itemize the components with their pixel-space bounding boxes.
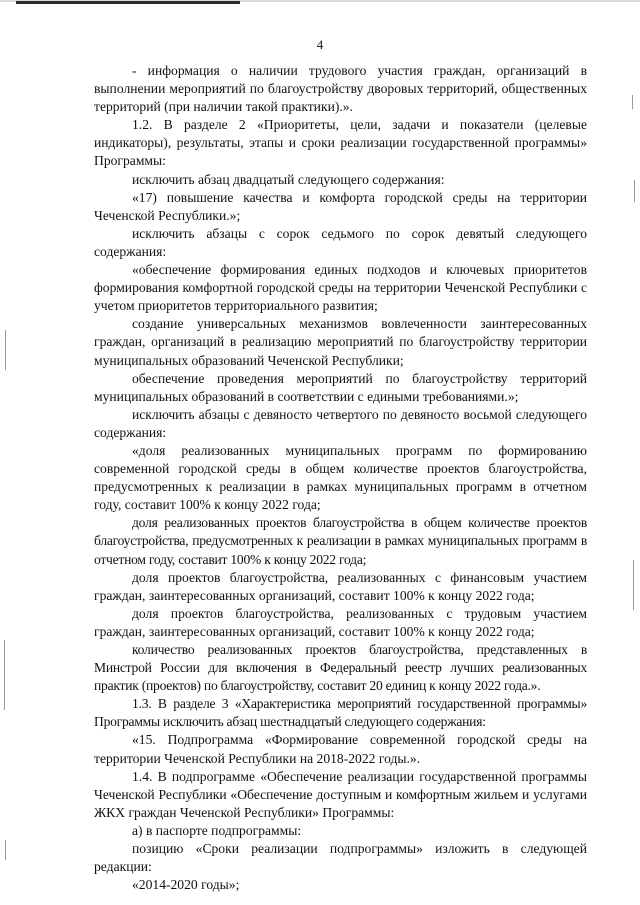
paragraph: а) в паспорте подпрограммы: [132,822,302,838]
paragraph: доля реализованных проектов благоустройства в общем количестве проектов благоустройства, предусмотренных к реализации в рамках муниципальных программ в отчетном году, составит 100% к концу 2022 года; [94,515,587,567]
paragraph: доля проектов благоустройства, реализованных с трудовым участием граждан, заинтересованных организаций, составит 100% к концу 2022 года; [94,605,587,639]
paragraph: 1.3. В разделе 3 «Характеристика мероприятий государственной программы» Программы исключить абзац шестнадцатый следующего содержания: [94,696,587,730]
paragraph: доля проектов благоустройства, реализованных с финансовым участием граждан, заинтересованных организаций, составит 100% к концу 2022 года; [94,569,587,603]
paragraph: количество реализованных проектов благоустройства, представленных в Минстрой России для включения в Федеральный реестр лучших реализованных практик (проектов) по благоустройству, составит 20 единиц к концу 2022 года.». [94,642,587,694]
scan-edge-mark [5,330,6,370]
paragraph: «2014-2020 годы»; [132,877,240,893]
paragraph: исключить абзацы с сорок седьмого по сорок девятый следующего содержания: [94,225,587,259]
paragraph: создание универсальных механизмов вовлеченности заинтересованных граждан, организаций в реализацию мероприятий по благоустройству территории муниципальных образований Чеченской Республики; [94,316,587,368]
paragraph: 1.4. В подпрограмме «Обеспечение реализации государственной программы Чеченской Республики «Обеспечение доступным и комфортным жильем и услугами ЖКХ граждан Чеченской Республики» Программы: [94,768,587,820]
paragraph: позицию «Сроки реализации подпрограммы» изложить в следующей редакции: [94,841,587,875]
paragraph: «15. Подпрограмма «Формирование современной городской среды на территории Чеченской Республики на 2018-2022 годы.». [94,732,587,766]
paragraph: 1.2. В разделе 2 «Приоритеты, цели, задачи и показатели (целевые индикаторы), результаты, этапы и сроки реализации государственной программы» Программы: [94,117,587,169]
paragraph: - информация о наличии трудового участия граждан, организаций в выполнении мероприятий по благоустройству дворовых территорий, общественных территорий (при наличии такой практики).». [94,63,587,115]
scan-edge-mark [4,640,5,710]
page-number: 4 [316,37,324,52]
paragraph: «17) повышение качества и комфорта городской среды на территории Чеченской Республики.»; [94,189,587,223]
scan-edge-mark [633,560,634,610]
scan-edge-mark [634,180,635,202]
scan-top-border [0,0,640,6]
document-body [94,62,587,894]
paragraph: обеспечение проведения мероприятий по благоустройству территорий муниципальных образований в соответствии с едиными требованиями.»; [94,370,587,404]
paragraph: исключить абзац двадцатый следующего содержания: [132,171,445,187]
paragraph: «доля реализованных муниципальных программ по формированию современной городской среды в общем количестве проектов благоустройства, предусмотренных к реализации в рамках муниципальных программ в отчетном году, составит 100% к концу 2022 года; [94,442,587,513]
scan-edge-mark [5,840,6,860]
paragraph: «обеспечение формирования единых подходов и ключевых приоритетов формирования комфортной городской среды на территории Чеченской Республики с учетом приоритетов территориального развития; [94,262,587,314]
paragraph: исключить абзацы с девяносто четвертого по девяносто восьмой следующего содержания: [94,406,587,440]
scan-edge-mark [632,95,633,109]
